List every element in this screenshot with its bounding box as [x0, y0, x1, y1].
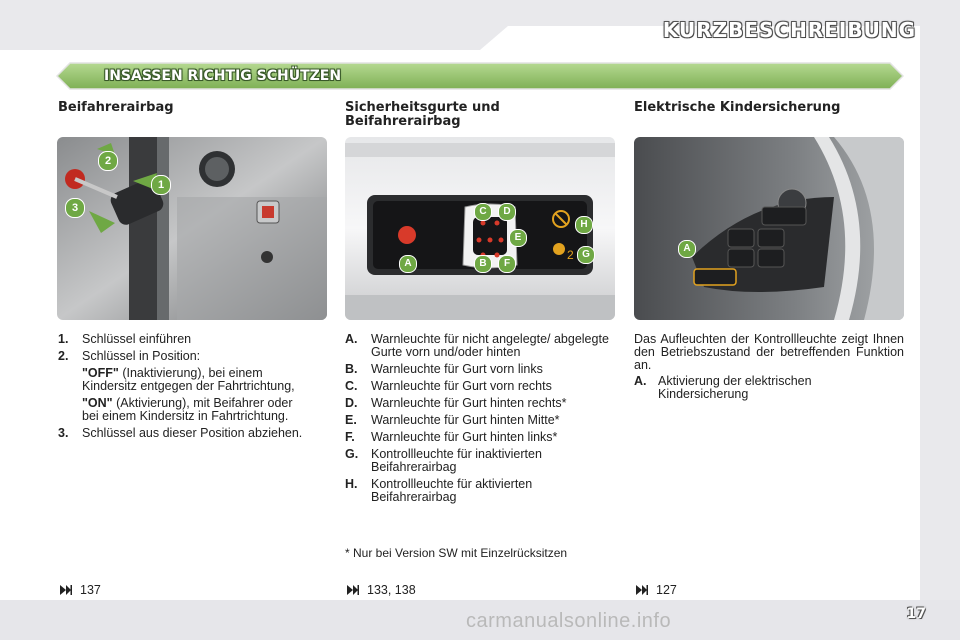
- item-text: Schlüssel einführen: [82, 332, 192, 346]
- fast-forward-icon: [60, 584, 72, 596]
- photo-marker-2: 2: [98, 151, 118, 171]
- item-text: Warnleuchte für Gurt hinten Mitte*: [371, 413, 560, 427]
- list-item: [345, 397, 617, 410]
- col2-page-reference[interactable]: [347, 583, 416, 597]
- col3-page-reference[interactable]: [636, 583, 677, 597]
- col2-title: [345, 101, 500, 129]
- list-item: [345, 431, 617, 444]
- item-label: A.: [345, 332, 358, 346]
- item-label: 2.: [58, 349, 69, 363]
- svg-text:2: 2: [567, 248, 574, 262]
- item-text: Kontrollleuchte für aktivierten Beifahrerairbag: [371, 477, 533, 504]
- col2-title-line2: Beifahrerairbag: [345, 114, 461, 129]
- on-description: [58, 397, 308, 423]
- col2-footnote: * Nur bei Version SW mit Einzelrücksitzen: [345, 546, 568, 560]
- fast-forward-icon: [347, 584, 359, 596]
- list-item: [345, 380, 617, 393]
- list-item: [345, 333, 617, 359]
- photo-marker-b: B: [474, 255, 492, 273]
- photo-marker-a-childlock: A: [678, 240, 696, 258]
- on-key: "ON": [82, 396, 113, 410]
- list-item: [345, 448, 617, 474]
- child-lock-switch-photo: [634, 137, 904, 320]
- col1-page-reference[interactable]: [60, 583, 101, 597]
- list-item: [345, 363, 617, 376]
- list-item: [345, 478, 617, 504]
- photo-marker-1: 1: [151, 175, 171, 195]
- item-text: Warnleuchte für nicht angelegte/ abgelegte Gurte vorn und/oder hinten: [371, 332, 609, 359]
- section-banner-title: INSASSEN RICHTIG SCHÜTZEN: [104, 68, 342, 84]
- col2-ref-pages: 133, 138: [367, 583, 416, 597]
- item-label: G.: [345, 447, 359, 461]
- list-item: [58, 350, 308, 363]
- list-item: [345, 414, 617, 427]
- page-header-title: KURZBESCHREIBUNG: [662, 18, 916, 42]
- on-text: (Aktivierung), mit Beifahrer oder bei einem Kindersitz in Fahrtrichtung.: [82, 396, 293, 423]
- col1-title: Beifahrerairbag: [58, 100, 174, 115]
- photo-marker-e: E: [509, 229, 527, 247]
- list-item: [634, 375, 904, 401]
- item-text: Schlüssel in Position:: [82, 349, 201, 363]
- list-item: [58, 333, 308, 346]
- item-label: F.: [345, 430, 355, 444]
- photo-marker-g: G: [577, 246, 595, 264]
- photo-marker-a: A: [399, 255, 417, 273]
- fast-forward-icon: [636, 584, 648, 596]
- photo-marker-d: D: [498, 203, 516, 221]
- col3-ref-pages: 127: [656, 583, 677, 597]
- item-label: H.: [345, 477, 358, 491]
- list-item: [58, 427, 308, 440]
- photo-marker-f: F: [498, 255, 516, 273]
- item-text: Kontrollleuchte für inaktivierten Beifahrerairbag: [371, 447, 542, 474]
- page-number: 17: [906, 606, 926, 622]
- item-text: Warnleuchte für Gurt vorn links: [371, 362, 543, 376]
- item-text: Aktivierung der elektrischen Kindersicherung: [658, 374, 812, 401]
- item-text: Warnleuchte für Gurt hinten rechts*: [371, 396, 567, 410]
- item-text: Warnleuchte für Gurt vorn rechts: [371, 379, 552, 393]
- item-label: E.: [345, 413, 357, 427]
- item-label: A.: [634, 374, 647, 388]
- col2-legend: [345, 333, 617, 508]
- item-label: 1.: [58, 332, 69, 346]
- item-text: Schlüssel aus dieser Position abziehen.: [82, 426, 303, 440]
- col3-intro: Das Aufleuchten der Kontrollleuchte zeigt Ihnen den Betriebszustand der betreffenden Funktion an.: [634, 332, 904, 372]
- photo-marker-c: C: [474, 203, 492, 221]
- off-key: "OFF": [82, 366, 119, 380]
- col2-title-line1: Sicherheitsgurte und: [345, 100, 500, 115]
- col1-instructions: [58, 333, 308, 444]
- watermark: carmanualsonline.info: [466, 610, 672, 632]
- photo-marker-3: 3: [65, 198, 85, 218]
- off-description: [58, 367, 308, 393]
- item-text: Warnleuchte für Gurt hinten links*: [371, 430, 558, 444]
- item-label: C.: [345, 379, 358, 393]
- item-label: B.: [345, 362, 358, 376]
- item-label: D.: [345, 396, 358, 410]
- col3-legend: [634, 375, 904, 405]
- item-label: 3.: [58, 426, 69, 440]
- photo-marker-h: H: [575, 216, 593, 234]
- col1-ref-pages: 137: [80, 583, 101, 597]
- off-text: (Inaktivierung), bei einem Kindersitz entgegen der Fahrtrichtung,: [82, 366, 295, 393]
- col3-title: Elektrische Kindersicherung: [634, 100, 841, 115]
